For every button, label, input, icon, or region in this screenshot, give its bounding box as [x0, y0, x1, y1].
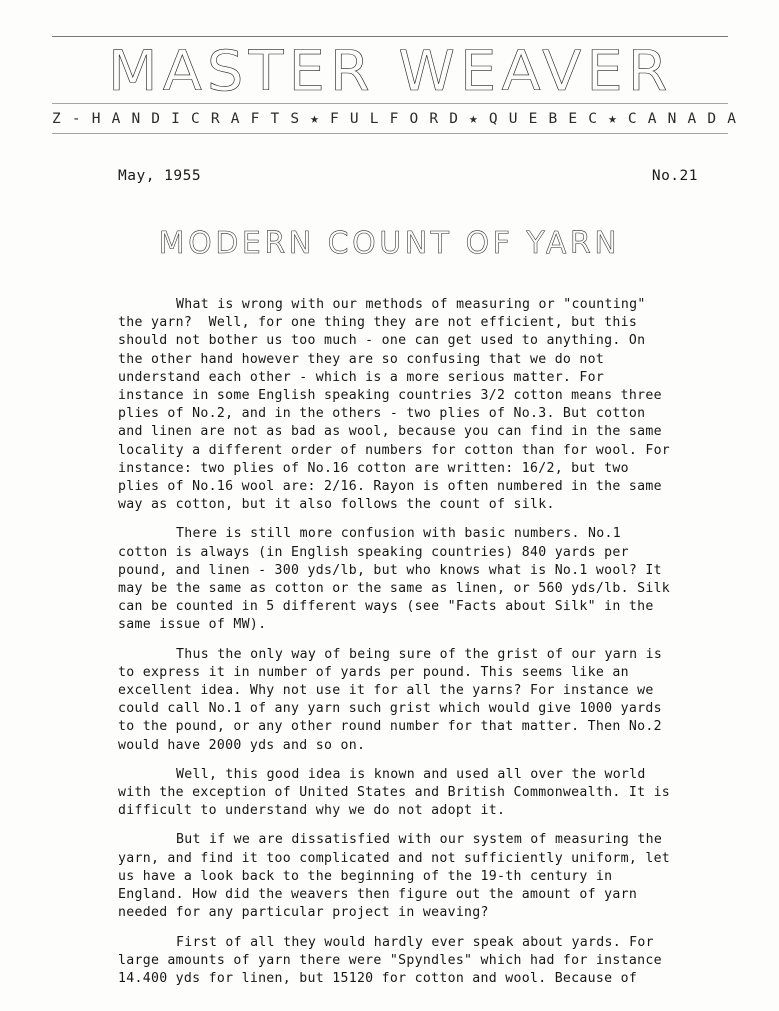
masthead [52, 36, 738, 134]
publication-title-text: MASTER WEAVER [107, 39, 673, 103]
issue-date: May, 1955 [118, 168, 202, 184]
article-paragraph: But if we are dissatisfied with our system of measuring the yarn, and find it too complicated and not sufficiently uniform, let us have a look back to the beginning of the 19-th century in England. How did the weavers then figure out the amount of yarn needed for any particular project in weaving? [118, 832, 679, 921]
publication-subtitle: Z - H A N D I C R A F T S ★ F U L F O R D ★ Q U E B E C ★ C A N A D A [52, 110, 738, 127]
article-paragraph: First of all they would hardly ever speak about yards. For large amounts of yarn there were "Spyndles" which had for instance 14.400 yds for linen, but 15120 for cotton and wool. Because of [118, 934, 671, 986]
masthead-mid-rule [52, 103, 728, 104]
article-paragraph: Thus the only way of being sure of the grist of our yarn is to express it in number of yards per pound. This seems like an excellent idea. Why not use it for all the yarns? For instance we could call No.1 of any yarn such grist which would give 1000 yards to the pound, or any other round number for that matter. Then No.2 would have 2000 yds and so on. [118, 646, 671, 753]
masthead-bottom-rule [52, 133, 728, 134]
publication-title [52, 39, 728, 103]
article-body [118, 296, 678, 988]
article-paragraph: Well, this good idea is known and used all over the world with the exception of United States and British Commonwealth. It is difficult to understand why we do not adopt it. [118, 766, 679, 819]
article-paragraph: What is wrong with our methods of measuring or "counting" the yarn? Well, for one thing they are not efficient, but this should not bother us too much - one can get used to anything. On the other hand however they are so confusing that we do not understand each other - which is a more serious matter. For instance in some English speaking countries 3/2 cotton means three plies of No.2, and in the others - two plies of No.3. But cotton and linen are not as bad as wool, because you can find in the same locality a different order of numbers for cotton than for wool. For instance: two plies of No.16 cotton are written: 16/2, but two plies of No.16 wool are: 2/16. Rayon is often numbered in the same way as cotton, but it also follows the count of silk. [118, 297, 679, 513]
article-heading: MODERN COUNT OF YARN [158, 226, 621, 261]
issue-line [118, 168, 698, 184]
issue-number: No.21 [651, 168, 698, 184]
masthead-top-rule [52, 36, 728, 37]
article-paragraph: There is still more confusion with basic numbers. No.1 cotton is always (in English speaking countries) 840 yards per pound, and linen - 300 yds/lb, but who knows what is No.1 wool? It may be the same as cotton or the same as linen, or 560 yds/lb. Silk can be counted in 5 different ways (see "Facts about Silk" in the same issue of MW). [118, 526, 679, 633]
